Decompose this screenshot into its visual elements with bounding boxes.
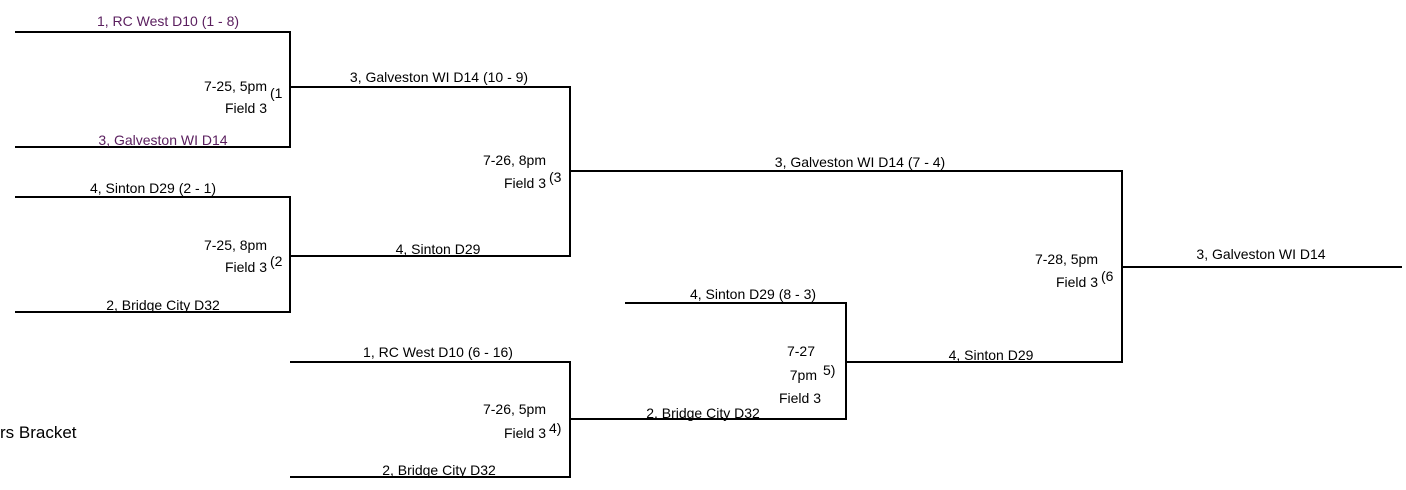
final-bottom-team[interactable]: 4, Sinton D29	[948, 347, 1034, 363]
g2-field: Field 3	[224, 259, 267, 275]
l2-bottom-team[interactable]: 2, Bridge City D32	[646, 405, 760, 421]
r2-w1-team[interactable]: 3, Galveston WI D14 (10 - 9)	[349, 69, 529, 85]
l2-top-team[interactable]: 4, Sinton D29 (8 - 3)	[689, 286, 817, 302]
g4-date: 7-26, 5pm	[482, 401, 546, 417]
r1-g2-bottom-team[interactable]: 2, Bridge City D32	[106, 297, 220, 313]
r1-g1-bottom-team[interactable]: 3, Galveston WI D14	[98, 132, 228, 148]
l1-bottom-team[interactable]: 2, Bridge City D32	[382, 462, 496, 478]
g4-number: 4)	[549, 420, 562, 436]
g3-field: Field 3	[503, 175, 546, 191]
r1-g2-top-team[interactable]: 4, Sinton D29 (2 - 1)	[89, 180, 217, 196]
g5-number: 5)	[823, 362, 836, 378]
g6-field: Field 3	[1055, 274, 1098, 290]
r2-w2-team[interactable]: 4, Sinton D29	[395, 241, 481, 257]
g1-field: Field 3	[224, 100, 267, 116]
g4-field: Field 3	[503, 425, 546, 441]
g5-date: 7-27	[786, 343, 815, 359]
bracket-side-label: rs Bracket	[0, 423, 77, 442]
g3-number: (3	[549, 169, 562, 185]
g1-number: (1	[270, 85, 283, 101]
g2-number: (2	[270, 253, 283, 269]
champion-team[interactable]: 3, Galveston WI D14	[1196, 246, 1326, 262]
r1-g1-top-team[interactable]: 1, RC West D10 (1 - 8)	[96, 13, 240, 29]
g2-date: 7-25, 8pm	[203, 237, 267, 253]
l1-top-team[interactable]: 1, RC West D10 (6 - 16)	[363, 344, 513, 360]
g5-time: 7pm	[789, 367, 817, 383]
g6-date: 7-28, 5pm	[1034, 251, 1098, 267]
g1-date: 7-25, 5pm	[203, 78, 267, 94]
g6-number: (6	[1101, 268, 1114, 284]
g5-field: Field 3	[778, 390, 821, 406]
g3-date: 7-26, 8pm	[482, 152, 546, 168]
final-top-team[interactable]: 3, Galveston WI D14 (7 - 4)	[774, 154, 946, 170]
